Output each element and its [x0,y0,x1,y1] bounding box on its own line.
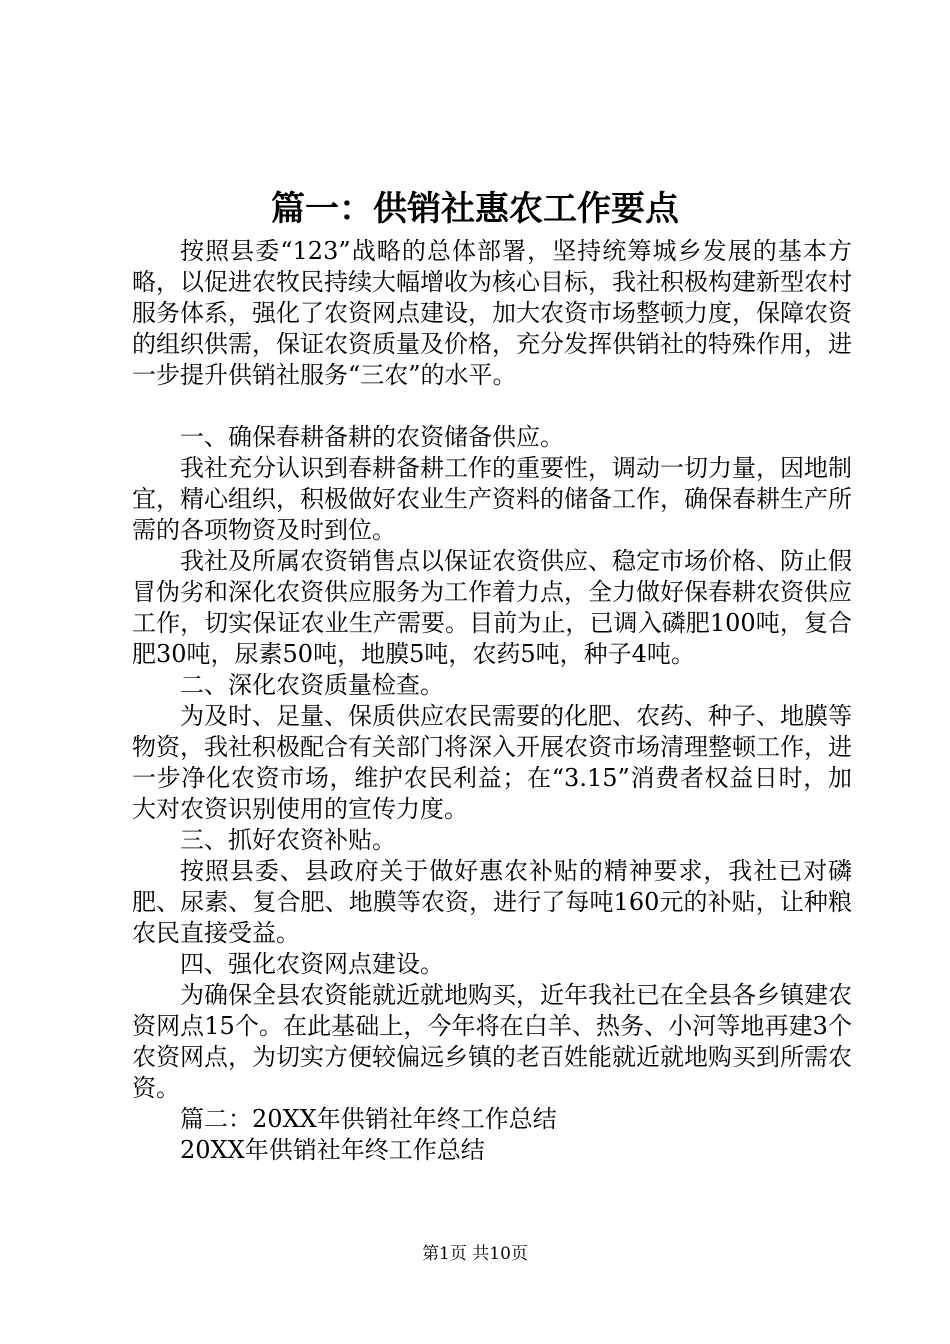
next-article-title: 20XX年供销社年终工作总结 [180,1136,485,1164]
section-3-paragraph-1: 按照县委、县政府关于做好惠农补贴的精神要求，我社已对磷肥、尿素、复合肥、地膜等农资，进行了每吨160元的补贴，让种粮农民直接受益。 [132,857,852,947]
document-body [132,236,852,1166]
section-heading-4: 四、强化农资网点建设。 [180,950,444,978]
section-heading-2: 二、深化农资质量检查。 [180,671,444,699]
section-heading-3: 三、抓好农资补贴。 [180,826,396,854]
intro-paragraph: 按照县委“123”战略的总体部署，坚持统筹城乡发展的基本方略，以促进农牧民持续大幅增收为核心目标，我社积极构建新型农村服务体系，强化了农资网点建设，加大农资市场整顿力度，保障农资的组织供需，保证农资质量及价格，充分发挥供销社的特殊作用，进一步提升供销社服务“三农”的水平。 [132,237,852,389]
page-title: 篇一：供销社惠农工作要点 [271,189,679,229]
page-footer: 第1页 共10页 [422,1244,528,1264]
section-1-paragraph-2: 我社及所属农资销售点以保证农资供应、稳定市场价格、防止假冒伪劣和深化农资供应服务为工作着力点，全力做好保春耕农资供应工作，切实保证农业生产需要。目前为止，已调入磷肥100吨，复合肥30吨，尿素50吨，地膜5吨，农药5吨，种子4吨。 [132,547,852,668]
section-heading-1: 一、确保春耕备耕的农资储备供应。 [180,423,564,451]
next-article-heading: 篇二：20XX年供销社年终工作总结 [180,1105,557,1133]
section-4-paragraph-1: 为确保全县农资能就近就地购买，近年我社已在全县各乡镇建农资网点15个。在此基础上，今年将在白羊、热务、小河等地再建3个农资网点，为切实方便较偏远乡镇的老百姓能就近就地购买到所需农资。 [132,981,852,1102]
section-1-paragraph-1: 我社充分认识到春耕备耕工作的重要性，调动一切力量，因地制宜，精心组织，积极做好农业生产资料的储备工作，确保春耕生产所需的各项物资及时到位。 [132,454,852,544]
section-2-paragraph-1: 为及时、足量、保质供应农民需要的化肥、农药、种子、地膜等物资，我社积极配合有关部门将深入开展农资市场清理整顿工作，进一步净化农资市场，维护农民利益；在“3.15”消费者权益日时，加大对农资识别使用的宣传力度。 [132,702,852,823]
